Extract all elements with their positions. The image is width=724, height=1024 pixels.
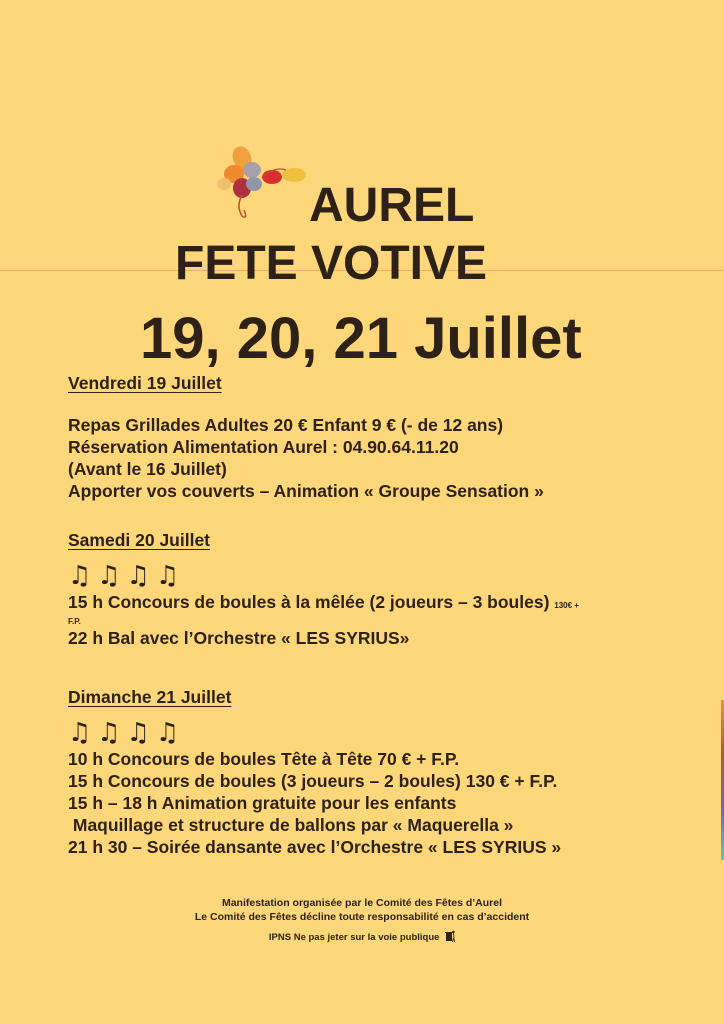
footer bbox=[0, 896, 724, 945]
saturday-price: 130€ + bbox=[554, 601, 579, 610]
footer-ipns bbox=[0, 930, 724, 945]
sunday-line: 15 h – 18 h Animation gratuite pour les enfants bbox=[68, 793, 457, 813]
friday-section bbox=[68, 372, 544, 502]
friday-line: Apporter vos couverts – Animation « Groupe Sensation » bbox=[68, 481, 544, 501]
music-notes-icon: ♫♫♫♫ bbox=[68, 561, 186, 591]
footer-organizer: Manifestation organisée par le Comité des Fêtes d’Aurel bbox=[221, 897, 503, 909]
sunday-line: 10 h Concours de boules Tête à Tête 70 € + F.P. bbox=[68, 749, 460, 769]
title-event: FETE VOTIVE bbox=[175, 237, 488, 290]
footer-disclaimer: Le Comité des Fêtes décline toute responsabilité en cas d’accident bbox=[194, 911, 530, 923]
footer-ipns-text: IPNS Ne pas jeter sur la voie publique bbox=[268, 932, 440, 943]
saturday-heading: Samedi 20 Juillet bbox=[68, 530, 211, 550]
title-town: AUREL bbox=[309, 179, 475, 232]
sunday-line: 15 h Concours de boules (3 joueurs – 2 boules) 130 € + F.P. bbox=[68, 771, 558, 791]
saturday-price-wrap: F.P. bbox=[68, 617, 81, 626]
saturday-line bbox=[68, 591, 579, 617]
friday-line: Réservation Alimentation Aurel : 04.90.64.11.20 bbox=[68, 437, 459, 457]
flower-ornament-icon bbox=[212, 140, 312, 225]
saturday-section bbox=[68, 529, 579, 649]
friday-line: Repas Grillades Adultes 20 € Enfant 9 € (- de 12 ans) bbox=[68, 415, 504, 435]
trash-bin-icon bbox=[445, 930, 455, 942]
sunday-line: 21 h 30 – Soirée dansante avec l’Orchestre « LES SYRIUS » bbox=[68, 837, 562, 857]
title-dates: 19, 20, 21 Juillet bbox=[140, 306, 582, 371]
friday-heading: Vendredi 19 Juillet bbox=[68, 373, 222, 393]
sunday-heading: Dimanche 21 Juillet bbox=[68, 687, 232, 707]
music-notes-icon: ♫♫♫♫ bbox=[68, 718, 186, 748]
saturday-bal: 22 h Bal avec l’Orchestre « LES SYRIUS» bbox=[68, 628, 410, 648]
friday-line: (Avant le 16 Juillet) bbox=[68, 459, 227, 479]
sunday-section bbox=[68, 686, 561, 858]
sunday-line: Maquillage et structure de ballons par « Maquerella » bbox=[68, 815, 514, 835]
saturday-boules: 15 h Concours de boules à la mêlée (2 joueurs – 3 boules) bbox=[68, 592, 550, 612]
